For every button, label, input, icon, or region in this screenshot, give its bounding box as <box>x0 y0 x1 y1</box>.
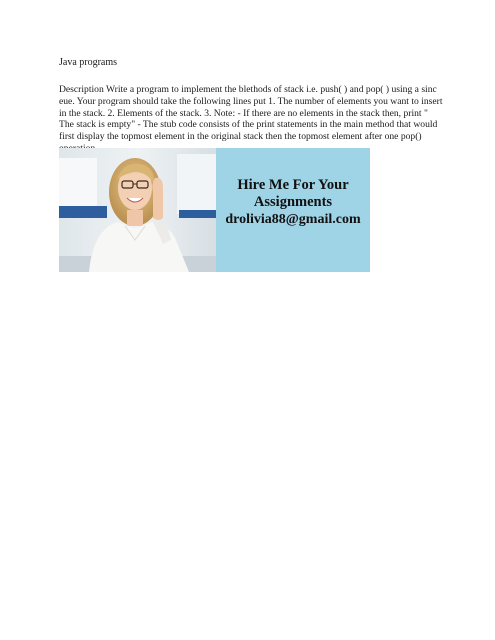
promo-banner <box>59 148 370 272</box>
promo-text <box>216 177 370 228</box>
woman-photo <box>59 148 216 272</box>
promo-email: drolivia88@gmail.com <box>225 212 361 227</box>
promo-headline-line1: Hire Me For Your <box>237 177 349 193</box>
promo-headline-line2: Assignments <box>253 194 333 210</box>
document-title: Java programs <box>59 57 118 68</box>
promo-panel <box>216 148 370 272</box>
document-description: Description Write a program to implement the blethods of stack i.e. push( ) and pop( ) using a sinc eue. Your program should take the following lines put 1. The number of elements you want to insert in the stack. 2. Elements of the stack. 3. Note: - If there are no elements in the stack then, print " The stack is empty" - The stub code consists of the print statements in the main method that would first display the topmost element in the original stack then the topmost element after one pop() <box>59 84 443 143</box>
